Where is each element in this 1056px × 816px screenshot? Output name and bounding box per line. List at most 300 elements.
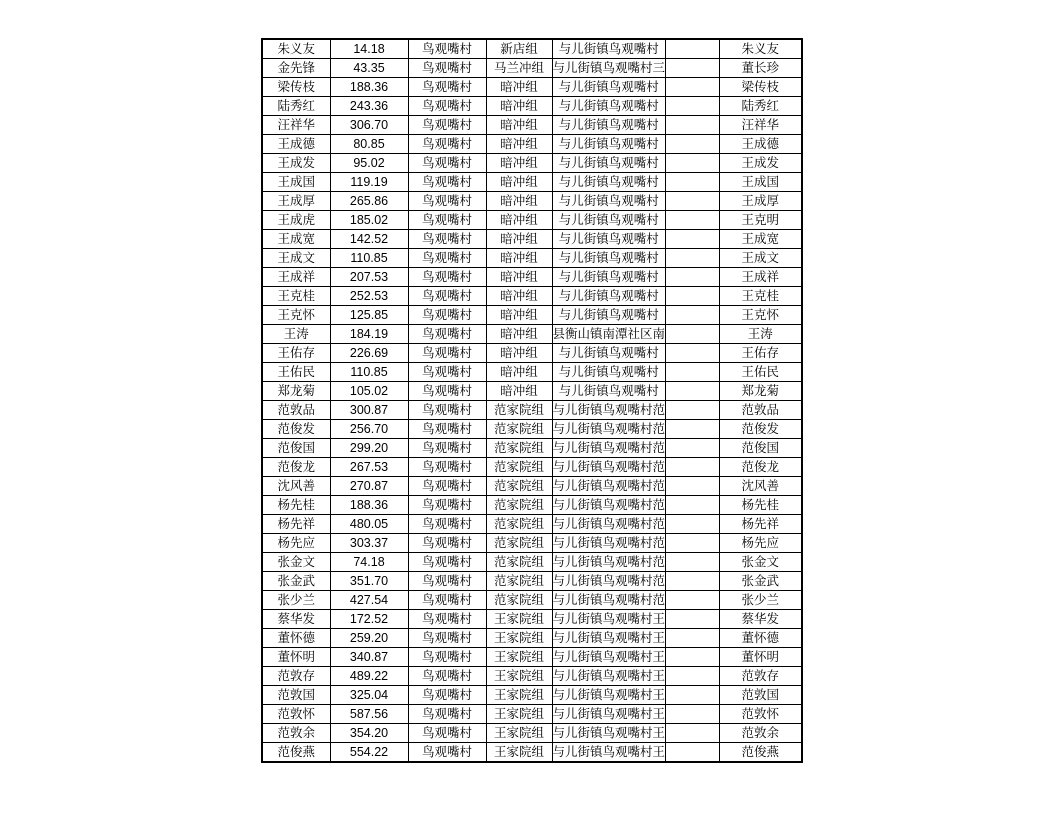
blank-cell [666,401,720,420]
address-cell [552,610,666,629]
address-text: 与儿街镇鸟观嘴村 [558,307,659,322]
blank-cell [666,211,720,230]
area-cell: 188.36 [330,78,408,97]
owner-name-cell: 杨先祥 [262,515,330,534]
group-cell: 暗冲组 [486,97,552,116]
address-text: 与儿街镇鸟观嘴村范 [552,592,666,607]
group-cell: 范家院组 [486,534,552,553]
village-cell: 鸟观嘴村 [408,686,486,705]
address-cell [552,591,666,610]
table-body [262,39,802,762]
village-cell: 鸟观嘴村 [408,515,486,534]
address-text: 与儿街镇鸟观嘴村 [558,136,659,151]
area-cell: 325.04 [330,686,408,705]
area-cell: 188.36 [330,496,408,515]
area-cell: 110.85 [330,363,408,382]
holder-name-cell: 郑龙菊 [720,382,802,401]
table-row [262,591,802,610]
address-cell [552,344,666,363]
group-cell: 暗冲组 [486,382,552,401]
holder-name-cell: 张金文 [720,553,802,572]
group-cell: 范家院组 [486,515,552,534]
table-row [262,705,802,724]
holder-name-cell: 董怀明 [720,648,802,667]
group-cell: 王家院组 [486,743,552,763]
table-row [262,192,802,211]
area-cell: 265.86 [330,192,408,211]
blank-cell [666,705,720,724]
village-cell: 鸟观嘴村 [408,78,486,97]
holder-name-cell: 王佑存 [720,344,802,363]
holder-name-cell: 王成文 [720,249,802,268]
address-cell [552,477,666,496]
owner-name-cell: 朱义友 [262,39,330,59]
blank-cell [666,154,720,173]
group-cell: 暗冲组 [486,325,552,344]
owner-name-cell: 杨先桂 [262,496,330,515]
table-row [262,458,802,477]
address-cell [552,629,666,648]
holder-name-cell: 王克桂 [720,287,802,306]
village-cell: 鸟观嘴村 [408,363,486,382]
address-cell [552,59,666,78]
table-row [262,211,802,230]
address-text: 与儿街镇鸟观嘴村 [558,288,659,303]
table-row [262,382,802,401]
group-cell: 暗冲组 [486,363,552,382]
group-cell: 暗冲组 [486,268,552,287]
address-cell [552,420,666,439]
village-cell: 鸟观嘴村 [408,39,486,59]
group-cell: 范家院组 [486,477,552,496]
owner-name-cell: 董怀明 [262,648,330,667]
address-cell [552,211,666,230]
address-text: 与儿街镇鸟观嘴村范 [552,535,666,550]
address-text: 与儿街镇鸟观嘴村范 [552,573,666,588]
village-cell: 鸟观嘴村 [408,116,486,135]
holder-name-cell: 张金武 [720,572,802,591]
village-cell: 鸟观嘴村 [408,553,486,572]
table-row [262,496,802,515]
holder-name-cell: 王成德 [720,135,802,154]
blank-cell [666,344,720,363]
address-cell [552,192,666,211]
address-text: 与儿街镇鸟观嘴村三 [552,60,666,75]
land-register-table [261,38,803,763]
area-cell: 14.18 [330,39,408,59]
holder-name-cell: 范俊龙 [720,458,802,477]
village-cell: 鸟观嘴村 [408,420,486,439]
owner-name-cell: 董怀德 [262,629,330,648]
address-cell [552,39,666,59]
table-row [262,610,802,629]
holder-name-cell: 王成发 [720,154,802,173]
area-cell: 105.02 [330,382,408,401]
village-cell: 鸟观嘴村 [408,97,486,116]
address-text: 与儿街镇鸟观嘴村 [558,41,659,56]
owner-name-cell: 王成德 [262,135,330,154]
village-cell: 鸟观嘴村 [408,534,486,553]
area-cell: 480.05 [330,515,408,534]
table-row [262,401,802,420]
group-cell: 暗冲组 [486,211,552,230]
address-cell [552,249,666,268]
area-cell: 185.02 [330,211,408,230]
address-cell [552,268,666,287]
table-row [262,230,802,249]
address-cell [552,173,666,192]
address-cell [552,686,666,705]
address-cell [552,78,666,97]
village-cell: 鸟观嘴村 [408,154,486,173]
owner-name-cell: 范俊燕 [262,743,330,763]
owner-name-cell: 梁传枝 [262,78,330,97]
owner-name-cell: 沈风善 [262,477,330,496]
holder-name-cell: 范敦存 [720,667,802,686]
address-cell [552,287,666,306]
blank-cell [666,230,720,249]
table-row [262,515,802,534]
village-cell: 鸟观嘴村 [408,59,486,78]
blank-cell [666,135,720,154]
address-cell [552,401,666,420]
owner-name-cell: 陆秀红 [262,97,330,116]
table-row [262,420,802,439]
holder-name-cell: 范敦怀 [720,705,802,724]
table-row [262,116,802,135]
address-text: 与儿街镇鸟观嘴村范 [552,478,666,493]
area-cell: 267.53 [330,458,408,477]
group-cell: 王家院组 [486,667,552,686]
area-cell: 300.87 [330,401,408,420]
address-cell [552,116,666,135]
owner-name-cell: 范敦国 [262,686,330,705]
address-cell [552,97,666,116]
blank-cell [666,439,720,458]
owner-name-cell: 范敦存 [262,667,330,686]
group-cell: 暗冲组 [486,344,552,363]
holder-name-cell: 沈风善 [720,477,802,496]
group-cell: 王家院组 [486,724,552,743]
village-cell: 鸟观嘴村 [408,173,486,192]
table-row [262,78,802,97]
holder-name-cell: 梁传枝 [720,78,802,97]
table-row [262,59,802,78]
village-cell: 鸟观嘴村 [408,496,486,515]
address-cell [552,154,666,173]
area-cell: 95.02 [330,154,408,173]
village-cell: 鸟观嘴村 [408,192,486,211]
blank-cell [666,268,720,287]
holder-name-cell: 杨先桂 [720,496,802,515]
owner-name-cell: 金先锋 [262,59,330,78]
blank-cell [666,629,720,648]
owner-name-cell: 范敦余 [262,724,330,743]
village-cell: 鸟观嘴村 [408,268,486,287]
address-cell [552,230,666,249]
holder-name-cell: 范敦品 [720,401,802,420]
table-row [262,249,802,268]
table-row [262,648,802,667]
group-cell: 王家院组 [486,648,552,667]
holder-name-cell: 蔡华发 [720,610,802,629]
address-text: 与儿街镇鸟观嘴村王 [552,744,666,759]
village-cell: 鸟观嘴村 [408,287,486,306]
owner-name-cell: 王涛 [262,325,330,344]
address-text: 与儿街镇鸟观嘴村王 [552,687,666,702]
blank-cell [666,97,720,116]
area-cell: 226.69 [330,344,408,363]
blank-cell [666,686,720,705]
owner-name-cell: 王成厚 [262,192,330,211]
village-cell: 鸟观嘴村 [408,458,486,477]
address-text: 与儿街镇鸟观嘴村 [558,79,659,94]
owner-name-cell: 张金武 [262,572,330,591]
blank-cell [666,78,720,97]
address-text: 与儿街镇鸟观嘴村范 [552,497,666,512]
blank-cell [666,591,720,610]
address-text: 与儿街镇鸟观嘴村范 [552,402,666,417]
table-row [262,173,802,192]
table-row [262,97,802,116]
address-cell [552,496,666,515]
blank-cell [666,515,720,534]
blank-cell [666,477,720,496]
group-cell: 范家院组 [486,553,552,572]
table-row [262,154,802,173]
owner-name-cell: 范俊龙 [262,458,330,477]
address-text: 与儿街镇鸟观嘴村 [558,174,659,189]
owner-name-cell: 范敦怀 [262,705,330,724]
village-cell: 鸟观嘴村 [408,401,486,420]
owner-name-cell: 范敦品 [262,401,330,420]
blank-cell [666,496,720,515]
address-text: 与儿街镇鸟观嘴村 [558,117,659,132]
area-cell: 184.19 [330,325,408,344]
holder-name-cell: 王成厚 [720,192,802,211]
blank-cell [666,667,720,686]
owner-name-cell: 范俊发 [262,420,330,439]
village-cell: 鸟观嘴村 [408,743,486,763]
group-cell: 暗冲组 [486,154,552,173]
group-cell: 范家院组 [486,401,552,420]
holder-name-cell: 董长珍 [720,59,802,78]
address-cell [552,306,666,325]
address-text: 与儿街镇鸟观嘴村 [558,345,659,360]
group-cell: 暗冲组 [486,78,552,97]
village-cell: 鸟观嘴村 [408,249,486,268]
group-cell: 暗冲组 [486,306,552,325]
area-cell: 340.87 [330,648,408,667]
holder-name-cell: 陆秀红 [720,97,802,116]
area-cell: 489.22 [330,667,408,686]
address-cell [552,325,666,344]
address-cell [552,648,666,667]
group-cell: 新店组 [486,39,552,59]
group-cell: 范家院组 [486,591,552,610]
area-cell: 259.20 [330,629,408,648]
group-cell: 暗冲组 [486,230,552,249]
address-text: 与儿街镇鸟观嘴村 [558,231,659,246]
holder-name-cell: 董怀德 [720,629,802,648]
table-row [262,553,802,572]
table-row [262,344,802,363]
table-row [262,287,802,306]
address-text: 与儿街镇鸟观嘴村范 [552,554,666,569]
group-cell: 暗冲组 [486,287,552,306]
owner-name-cell: 汪祥华 [262,116,330,135]
holder-name-cell: 范敦国 [720,686,802,705]
village-cell: 鸟观嘴村 [408,325,486,344]
group-cell: 范家院组 [486,420,552,439]
blank-cell [666,363,720,382]
address-text: 与儿街镇鸟观嘴村范 [552,440,666,455]
address-cell [552,363,666,382]
blank-cell [666,59,720,78]
blank-cell [666,173,720,192]
owner-name-cell: 王成虎 [262,211,330,230]
group-cell: 王家院组 [486,686,552,705]
address-cell [552,724,666,743]
address-cell [552,667,666,686]
address-text: 与儿街镇鸟观嘴村范 [552,516,666,531]
holder-name-cell: 王克明 [720,211,802,230]
address-text: 与儿街镇鸟观嘴村王 [552,668,666,683]
address-text: 与儿街镇鸟观嘴村王 [552,611,666,626]
table-row [262,629,802,648]
address-text: 与儿街镇鸟观嘴村 [558,98,659,113]
group-cell: 暗冲组 [486,192,552,211]
address-cell [552,515,666,534]
area-cell: 74.18 [330,553,408,572]
area-cell: 306.70 [330,116,408,135]
address-cell [552,553,666,572]
address-text: 与儿街镇鸟观嘴村王 [552,706,666,721]
address-cell [552,705,666,724]
owner-name-cell: 王克怀 [262,306,330,325]
village-cell: 鸟观嘴村 [408,230,486,249]
address-text: 与儿街镇鸟观嘴村王 [552,649,666,664]
table-row [262,743,802,763]
holder-name-cell: 王涛 [720,325,802,344]
blank-cell [666,420,720,439]
area-cell: 80.85 [330,135,408,154]
address-text: 与儿街镇鸟观嘴村 [558,212,659,227]
blank-cell [666,553,720,572]
owner-name-cell: 王成宽 [262,230,330,249]
area-cell: 142.52 [330,230,408,249]
holder-name-cell: 王佑民 [720,363,802,382]
table-row [262,534,802,553]
holder-name-cell: 杨先应 [720,534,802,553]
holder-name-cell: 张少兰 [720,591,802,610]
owner-name-cell: 张金文 [262,553,330,572]
area-cell: 354.20 [330,724,408,743]
group-cell: 暗冲组 [486,173,552,192]
group-cell: 暗冲组 [486,249,552,268]
holder-name-cell: 范俊燕 [720,743,802,763]
address-text: 与儿街镇鸟观嘴村 [558,269,659,284]
village-cell: 鸟观嘴村 [408,439,486,458]
holder-name-cell: 朱义友 [720,39,802,59]
area-cell: 252.53 [330,287,408,306]
blank-cell [666,382,720,401]
owner-name-cell: 蔡华发 [262,610,330,629]
owner-name-cell: 王佑存 [262,344,330,363]
area-cell: 427.54 [330,591,408,610]
address-text: 与儿街镇鸟观嘴村 [558,364,659,379]
village-cell: 鸟观嘴村 [408,477,486,496]
village-cell: 鸟观嘴村 [408,629,486,648]
group-cell: 王家院组 [486,629,552,648]
blank-cell [666,287,720,306]
address-cell [552,743,666,763]
village-cell: 鸟观嘴村 [408,572,486,591]
group-cell: 王家院组 [486,610,552,629]
blank-cell [666,743,720,763]
holder-name-cell: 范敦余 [720,724,802,743]
address-text: 与儿街镇鸟观嘴村范 [552,459,666,474]
table-row [262,667,802,686]
area-cell: 303.37 [330,534,408,553]
village-cell: 鸟观嘴村 [408,135,486,154]
address-text: 与儿街镇鸟观嘴村 [558,155,659,170]
village-cell: 鸟观嘴村 [408,648,486,667]
owner-name-cell: 王克桂 [262,287,330,306]
holder-name-cell: 王克怀 [720,306,802,325]
address-text: 县衡山镇南潭社区南 [552,326,666,341]
area-cell: 110.85 [330,249,408,268]
address-text: 与儿街镇鸟观嘴村 [558,383,659,398]
group-cell: 范家院组 [486,439,552,458]
group-cell: 范家院组 [486,496,552,515]
blank-cell [666,325,720,344]
address-text: 与儿街镇鸟观嘴村 [558,250,659,265]
blank-cell [666,534,720,553]
address-text: 与儿街镇鸟观嘴村王 [552,725,666,740]
blank-cell [666,572,720,591]
owner-name-cell: 郑龙菊 [262,382,330,401]
owner-name-cell: 杨先应 [262,534,330,553]
address-text: 与儿街镇鸟观嘴村范 [552,421,666,436]
area-cell: 119.19 [330,173,408,192]
village-cell: 鸟观嘴村 [408,610,486,629]
area-cell: 299.20 [330,439,408,458]
blank-cell [666,116,720,135]
table-row [262,477,802,496]
area-cell: 125.85 [330,306,408,325]
blank-cell [666,192,720,211]
table-row [262,439,802,458]
area-cell: 270.87 [330,477,408,496]
holder-name-cell: 王成国 [720,173,802,192]
holder-name-cell: 范俊发 [720,420,802,439]
area-cell: 243.36 [330,97,408,116]
address-text: 与儿街镇鸟观嘴村 [558,193,659,208]
address-cell [552,534,666,553]
table-row [262,306,802,325]
group-cell: 王家院组 [486,705,552,724]
table-row [262,39,802,59]
area-cell: 172.52 [330,610,408,629]
village-cell: 鸟观嘴村 [408,705,486,724]
table-row [262,572,802,591]
owner-name-cell: 王佑民 [262,363,330,382]
area-cell: 256.70 [330,420,408,439]
holder-name-cell: 王成祥 [720,268,802,287]
owner-name-cell: 王成文 [262,249,330,268]
village-cell: 鸟观嘴村 [408,667,486,686]
